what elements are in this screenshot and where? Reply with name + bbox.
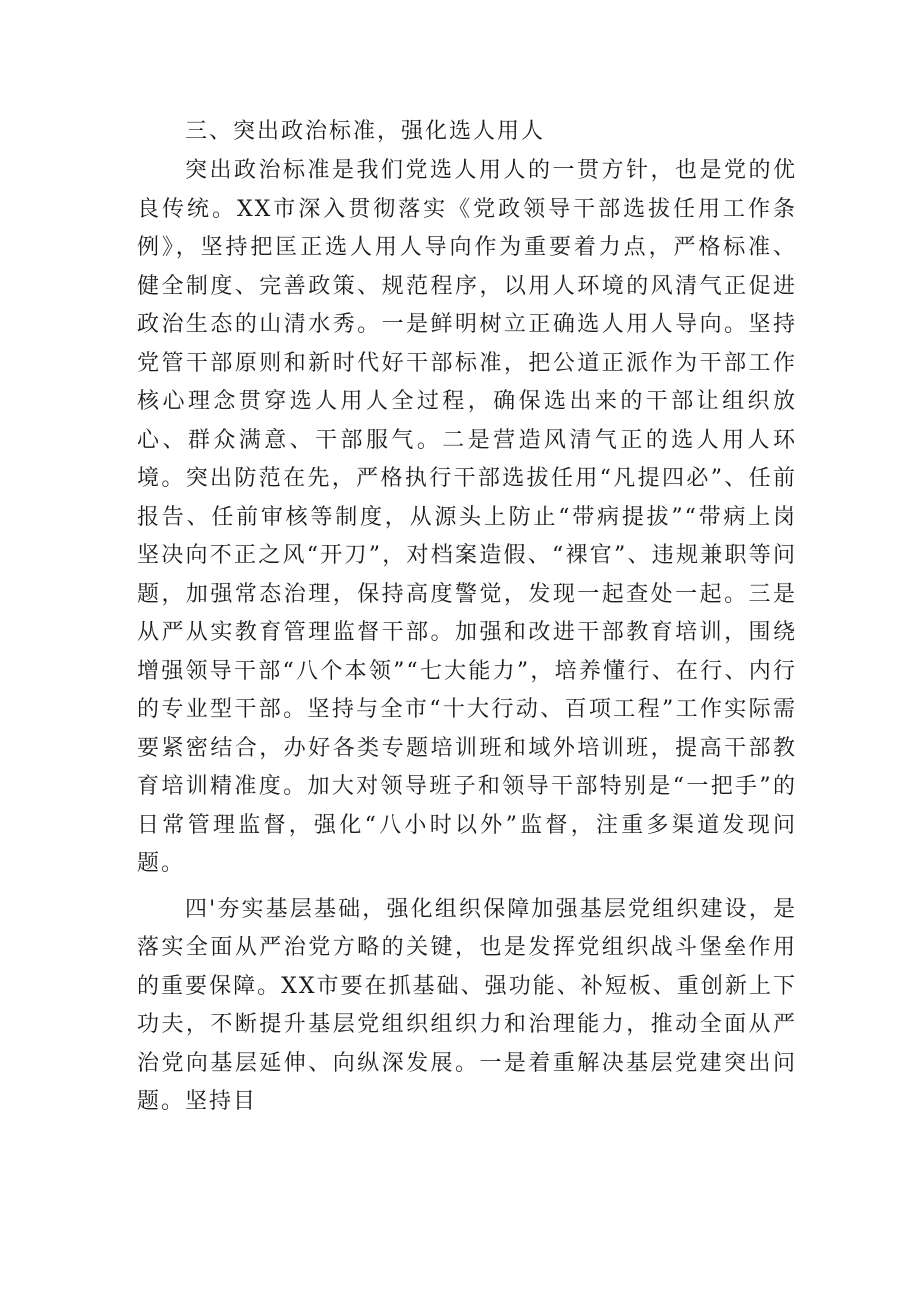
section-4-paragraph: 四'夯实基层基础，强化组织保障加强基层党组织建设，是落实全面从严治党方略的关键，也是发挥党组织战斗堡垒作用的重要保障。XX市要在抓基础、强功能、补短板、重创新上下功夫，不断提升基层党组织组织力和治理能力，推动全面从严治党向基层延伸、向纵深发展。一是着重解决基层党建突出问题。坚持目 <box>137 896 797 1114</box>
document-body <box>137 112 797 1122</box>
section-3-paragraph: 突出政治标准是我们党选人用人的一贯方针，也是党的优良传统。XX市深入贯彻落实《党政领导干部选拔任用工作条例》，坚持把匡正选人用人导向作为重要着力点，严格标准、健全制度、完善政策、规范程序，以用人环境的风清气正促进政治生态的山清水秀。一是鲜明树立正确选人用人导向。坚持党管干部原则和新时代好干部标准，把公道正派作为干部工作核心理念贯穿选人用人全过程，确保选出来的干部让组织放心、群众满意、干部服气。二是营造风清气正的选人用人环境。突出防范在先，严格执行干部选拔任用“凡提四必”、任前报告、任前审核等制度，从源头上防止“带病提拔”“带病上岗坚决向不正之风“开刀”，对档案造假、“裸官”、违规兼职等问题，加强常态治理，保持高度警觉，发现一起查处一起。三是从严从实教育管理监督干部。加强和改进干部教育培训，围绕增强领导干部“八个本领”“七大能力”，培养懂行、在行、内行的专业型干部。坚持与全市“十大行动、百项工程”工作实际需要紧密结合，办好各类专题培训班和域外培训班，提高干部教育培训精准度。加大对领导班子和领导干部特别是“一把手”的日常管理监督，强化“八小时以外”监督，注重多渠道发现问题。 <box>137 158 797 876</box>
section-3-heading: 三、突出政治标准，强化选人用人 <box>185 119 546 144</box>
